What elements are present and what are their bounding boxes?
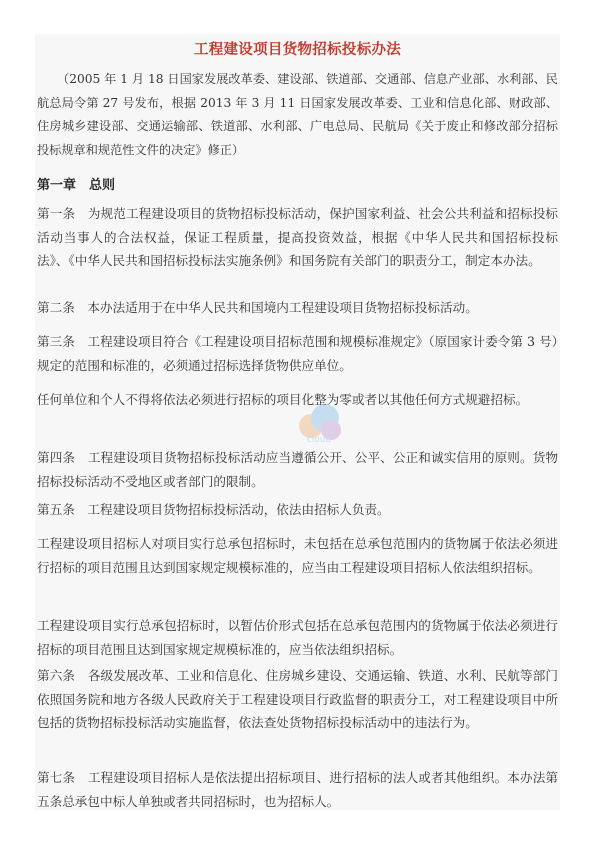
document-page [35, 34, 560, 810]
paragraph-article-5-cont-1: 工程建设项目招标人对项目实行总承包招标时，未包括在总承包范围内的货物属于依法必须进行招标的项目范围且达到国家规定规模标准的，应当由工程建设项目招标人依法组织招标。 [37, 536, 558, 575]
paragraph-article-5: 第五条 工程建设项目货物招标投标活动，依法由招标人负责。 [37, 502, 390, 517]
watermark-text: cloud [306, 435, 332, 445]
paragraph-article-4: 第四条 工程建设项目货物招标投标活动应当遵循公开、公平、公正和诚实信用的原则。货物招标投标活动不受地区或者部门的限制。 [37, 450, 558, 489]
paragraph-article-3: 第三条 工程建设项目符合《工程建设项目招标范围和规模标准规定》（原国家计委令第 3 号）规定的范围和标准的，必须通过招标选择货物供应单位。 [37, 334, 558, 373]
paragraph-article-5-cont-2: 工程建设项目实行总承包招标时，以暂估价形式包括在总承包范围内的货物属于依法必须进行招标的项目范围且达到国家规定规模标准的，应当依法组织招标。 [37, 618, 558, 657]
chapter-heading: 第一章 总则 [37, 178, 116, 193]
paragraph-article-7: 第七条 工程建设项目招标人是依法提出招标项目、进行招标的法人或者其他组织。本办法第五条总承包中标人单独或者共同招标时，也为招标人。 [37, 770, 558, 809]
paragraph-article-3-cont: 任何单位和个人不得将依法必须进行招标的项目化整为零或者以其他任何方式规避招标。 [37, 392, 529, 407]
paragraph-article-6: 第六条 各级发展改革、工业和信息化、住房城乡建设、交通运输、铁道、水利、民航等部门依照国务院和地方各级人民政府关于工程建设项目行政监督的职责分工，对工程建设项目中所包括的货物招标投标活动实施监督，依法查处货物招标投标活动中的违法行为。 [37, 668, 558, 730]
paragraph-article-2: 第二条 本办法适用于在中华人民共和国境内工程建设项目货物招标投标活动。 [37, 300, 478, 315]
cloud-logo-icon [293, 396, 345, 448]
paragraph-article-1: 第一条 为规范工程建设项目的货物招标投标活动，保护国家利益、社会公共利益和招标投标活动当事人的合法权益，保证工程质量，提高投资效益，根据《中华人民共和国招标投标法》、《中华人民共和国招标投标法实施条例》和国务院有关部门的职责分工，制定本办法。 [37, 206, 558, 268]
document-title: 工程建设项目货物招标投标办法 [193, 41, 402, 58]
document-subtitle: （2005 年 1 月 18 日国家发展改革委、建设部、铁道部、交通部、信息产业部、水利部、民航总局令第 27 号发布，根据 2013 年 3 月 11 日国家发展改革委、工业和信息化部、财政部、住房城乡建设部、交通运输部、铁道部、水利部、广电总局、民航局《关于废止和修改部分招标投标规章和规范性文件的决定》修正） [37, 72, 558, 157]
